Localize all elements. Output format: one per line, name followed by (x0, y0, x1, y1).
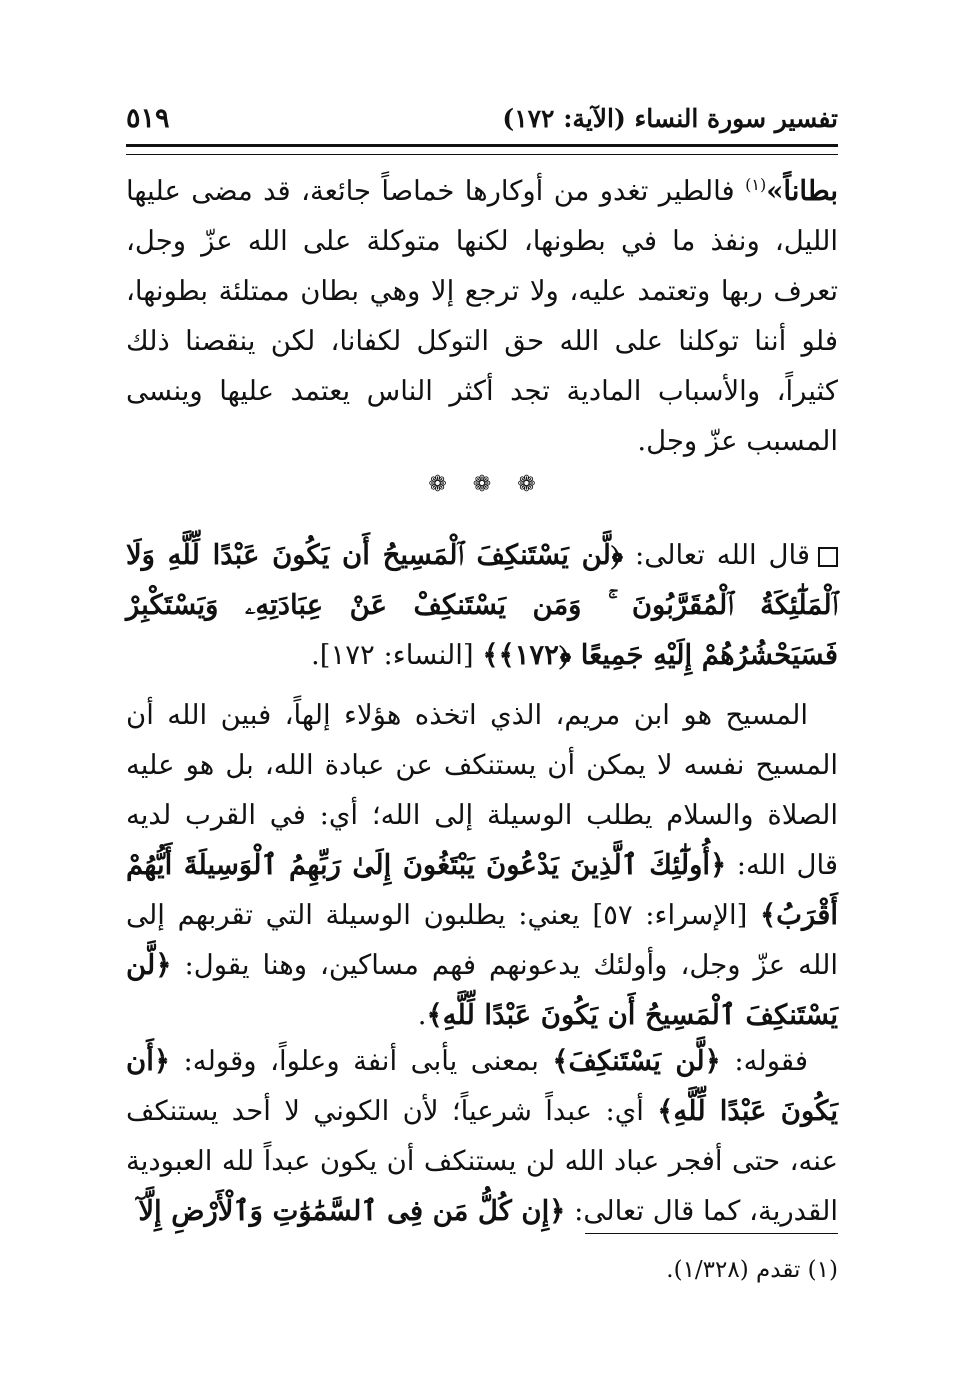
commentary-text: المسيح هو ابن مريم، الذي اتخذه هؤلاء إلهاً، فبين الله أن المسيح نفسه لا يمكن أن يستنكف عن عبادة الله، بل هو عليه الصلاة والسلام يطلب الوسيلة إلى الله؛ أي: في القرب لديه قال الله: (126, 699, 839, 881)
footnote-reference[interactable]: (١) (745, 174, 767, 194)
explanation-text: بمعنى يأبى أنفة وعلواً، وقوله: (169, 1045, 553, 1077)
commentary-text: . (417, 999, 427, 1031)
ornament-icon: ❁ (428, 472, 447, 497)
ornament-icon: ❁ (517, 472, 536, 497)
explanation-paragraph (126, 1036, 838, 1236)
quran-verse: ﴿أُولَٰٓئِكَ ٱلَّذِينَ يَدْعُونَ يَبْتَغُونَ إِلَىٰ رَبِّهِمُ ٱلْوَسِيلَةَ أَيُّهُمْ أَقْرَبُ﴾ (126, 849, 838, 931)
footnote-rule (585, 1233, 838, 1234)
quran-verse: ﴿لَّن يَسْتَنكِفَ ٱلْمَسِيحُ أَن يَكُونَ عَبْدًا لِّلَّهِ وَلَا ٱلْمَلَٰٓئِكَةُ ٱلْمُقَرَّبُونَ ۚ وَمَن يَسْتَنكِفْ عَنْ عِبَادَتِهِۦ وَيَسْتَكْبِرْ فَسَيَحْشُرُهُمْ إِلَيْهِ جَمِيعًا ﴿١٧٢﴾﴾ (126, 539, 838, 671)
explanation-text: أي: عبداً شرعياً؛ لأن الكوني لا أحد يستنكف عنه، حتى أفجر عباد الله لن يستنكف أن يكون عبداً لله العبودية القدرية، كما قال تعالى: (126, 1095, 838, 1227)
commentary-section (126, 690, 838, 1040)
header-rule (126, 144, 838, 155)
verse-paragraph (126, 530, 838, 680)
paragraph-body: فالطير تغدو من أوكارها خماصاً جائعة، قد مضى عليها الليل، ونفذ ما في بطونها، لكنها متوكلة على الله عزّ وجل، تعرف ربها وتعتمد عليه، ولا ترجع إلا وهي بطان ممتلئة بطونها، فلو أننا توكلنا على الله حق التوكل لكفانا، لكن ينقصنا ذلك كثيراً، والأسباب المادية تجد أكثر الناس يعتمد عليها وينسى المسبب عزّ وجل. (126, 175, 838, 457)
quran-verse: ﴿لَّن يَسْتَنكِفَ﴾ (552, 1045, 721, 1077)
verse-intro: قال الله تعالى: (623, 539, 810, 571)
explanation-section (126, 1036, 838, 1236)
ornament-icon: ❁ (472, 472, 492, 497)
paragraph-tawakkul (126, 166, 838, 466)
commentary-paragraph (126, 690, 838, 1040)
bold-quote-end: بطاناً» (766, 175, 838, 207)
quran-verse: ﴿إِن كُلُّ مَن فِى ٱلسَّمَٰوَٰتِ وَٱلْأَرْضِ إِلَّآ (138, 1195, 566, 1227)
paragraph-text (126, 166, 838, 466)
verse-section (126, 530, 838, 680)
commentary-text: [الإسراء: ٥٧] يعني: يطلبون الوسيلة التي تقربهم إلى الله عزّ وجل، وأولئك يدعونهم فهم مساكين، وهنا يقول: (126, 899, 838, 981)
footnote: (١) تقدم (١/٣٢٨). (666, 1257, 838, 1283)
quran-verse: ﴿أَن يَكُونَ عَبْدًا لِّلَّهِ﴾ (126, 1045, 839, 1127)
page-number: ٥١٩ (126, 102, 170, 134)
explanation-text: فقوله: (720, 1045, 808, 1077)
page-header (126, 96, 838, 140)
section-separator (126, 472, 838, 502)
quran-verse: ﴿لَّن يَسْتَنكِفَ ٱلْمَسِيحُ أَن يَكُونَ عَبْدًا لِّلَّهِ﴾ (126, 949, 838, 1031)
verse-reference: [النساء: ١٧٢]. (310, 639, 483, 671)
square-bullet-icon (818, 547, 838, 567)
running-title: تفسير سورة النساء (الآية: ١٧٢) (502, 103, 838, 133)
